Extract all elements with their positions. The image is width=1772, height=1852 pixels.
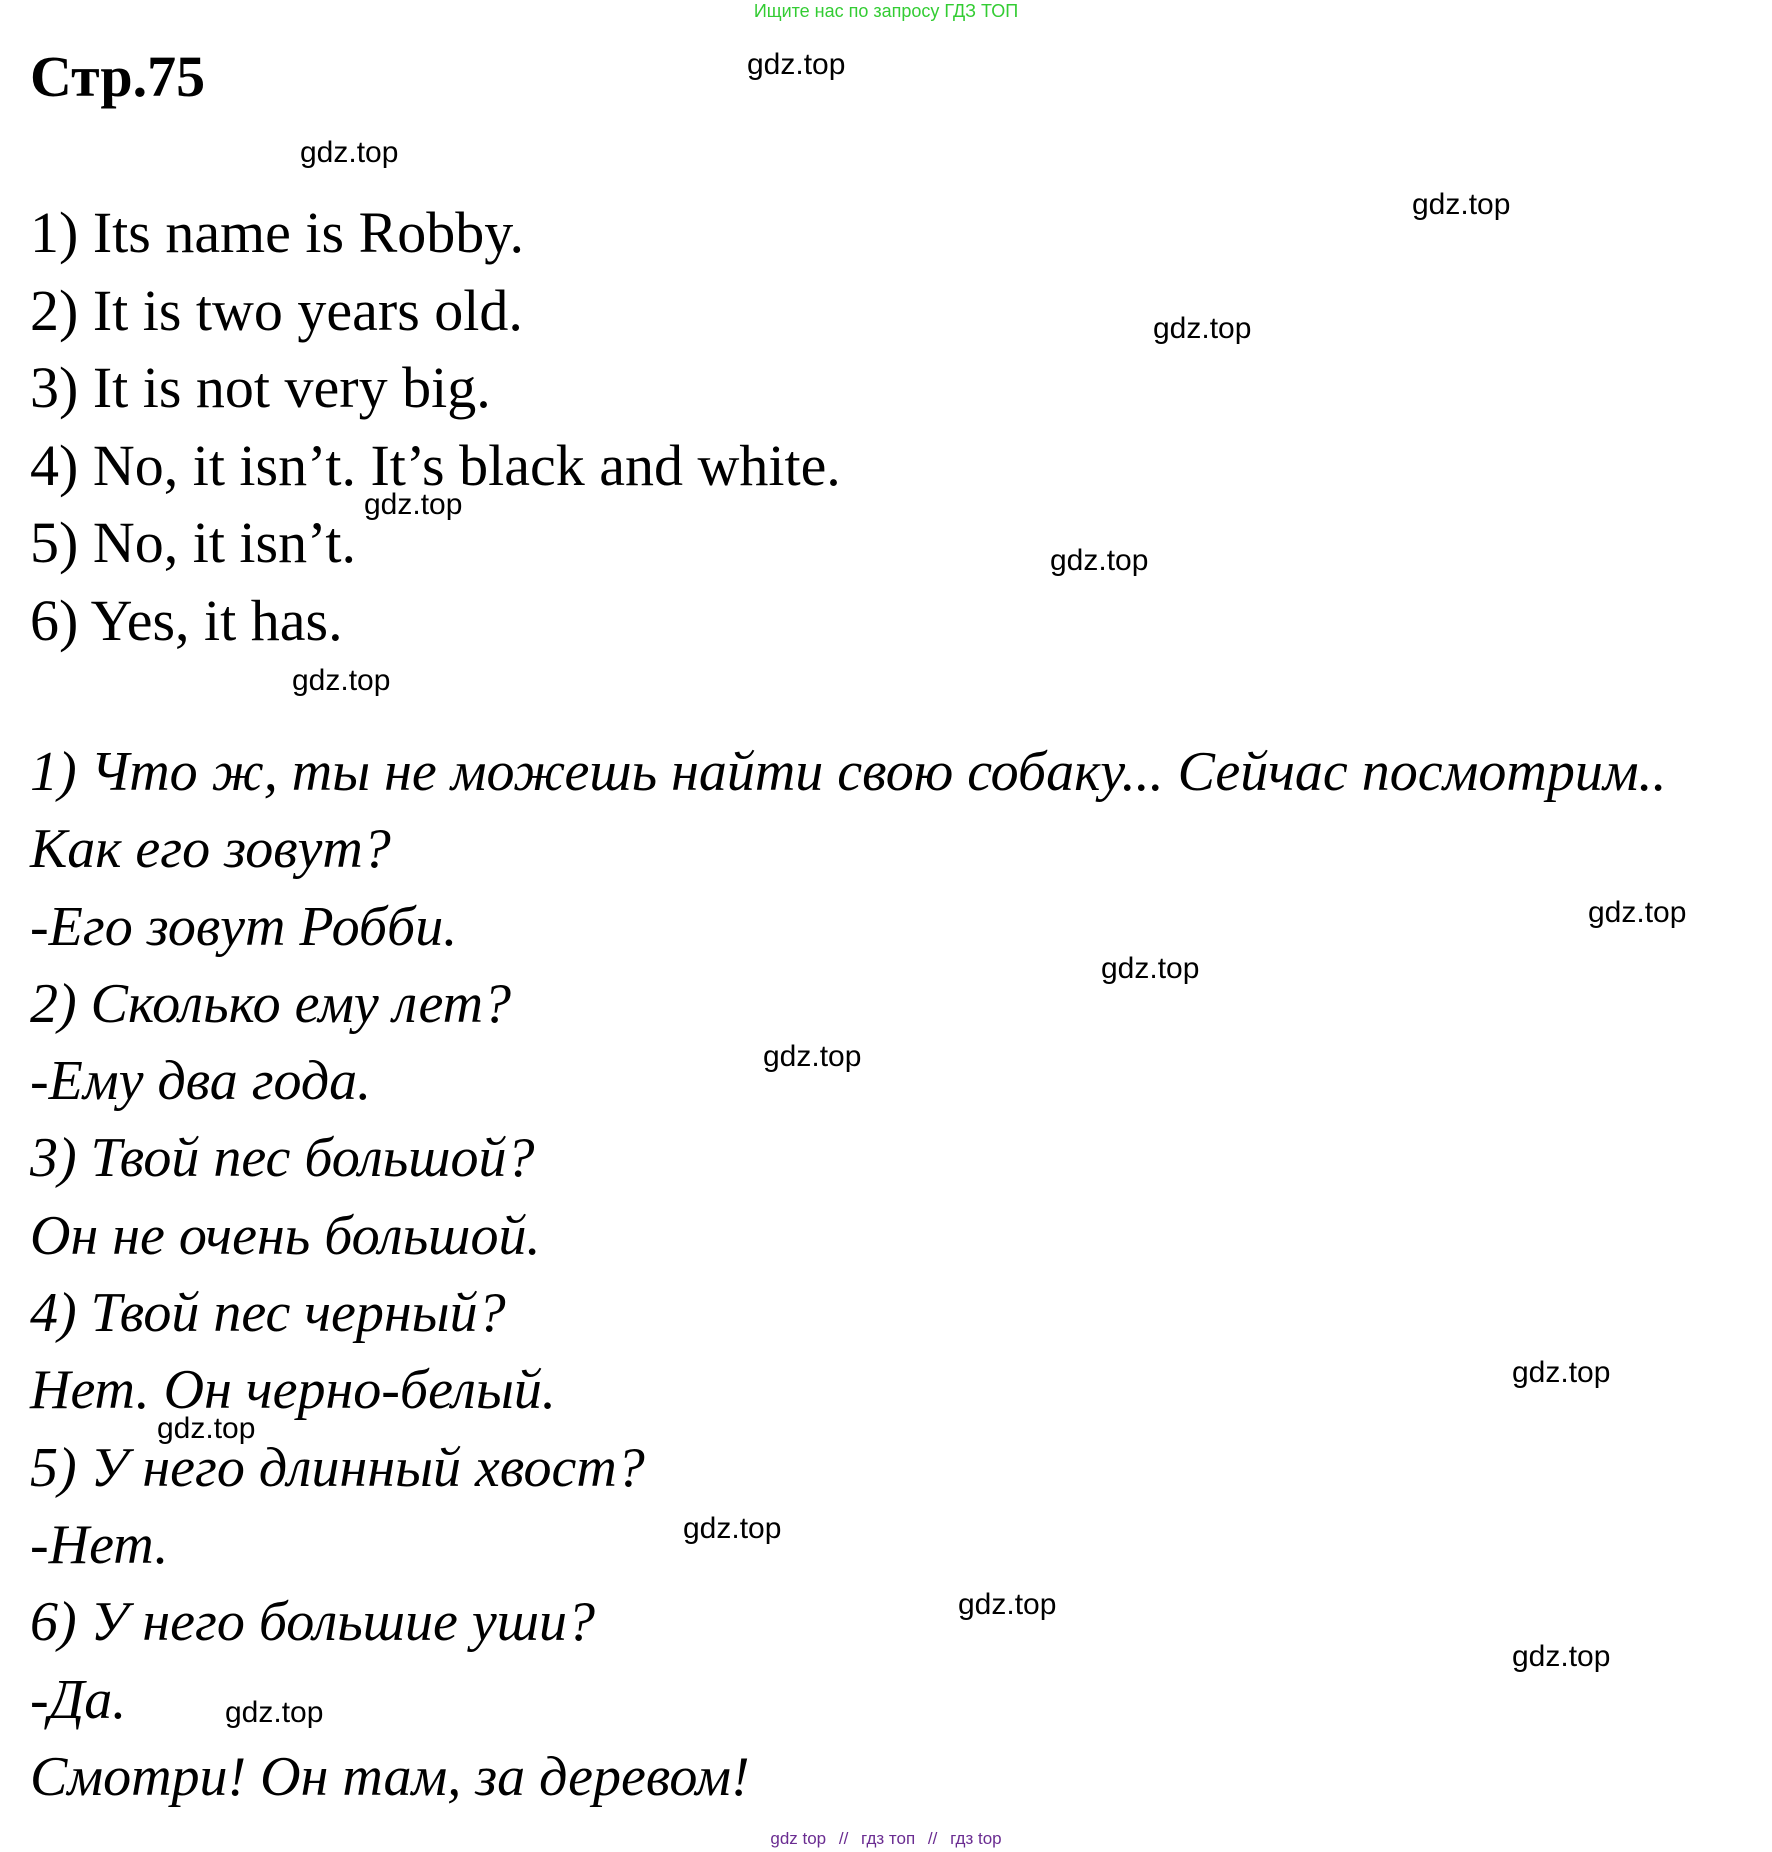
answer-item: 6) Yes, it has. (30, 587, 343, 653)
translation-line: -Ему два года. (30, 1050, 372, 1113)
watermark: gdz.top (1050, 544, 1149, 577)
watermark: gdz.top (364, 488, 463, 521)
answer-item: 4) No, it isn’t. It’s black and white. (30, 432, 841, 498)
translation-line: -Да. (30, 1668, 127, 1731)
translation-line: 1) Что ж, ты не можешь найти свою собаку... Сейчас посмотрим.. (30, 741, 1667, 803)
watermark: gdz.top (1588, 896, 1687, 929)
watermark: gdz.top (763, 1040, 862, 1073)
answer-item: 3) It is not very big. (30, 355, 491, 420)
translation-line: -Нет. (30, 1513, 169, 1576)
watermark: gdz.top (300, 136, 399, 169)
answers-list (30, 194, 841, 659)
translation-line: 4) Твой пес черный? (30, 1282, 506, 1345)
answer-item: 2) It is two years old. (30, 277, 523, 343)
page-title: Стр.75 (30, 44, 206, 109)
translation-line: 5) У него длинный хвост? (30, 1436, 645, 1499)
translation-list (30, 734, 1667, 1816)
watermark: gdz.top (1101, 952, 1200, 985)
watermark: gdz.top (1512, 1640, 1611, 1673)
footer-item: gdz top (770, 1829, 827, 1848)
answer-item: 1) Its name is Robby. (30, 200, 525, 265)
footer-item: гдз top (950, 1829, 1002, 1848)
watermark: gdz.top (157, 1412, 256, 1445)
top-banner (0, 0, 1772, 22)
watermark: gdz.top (292, 664, 391, 697)
translation-line: Как его зовут? (30, 818, 391, 881)
footer-separator: // (927, 1829, 938, 1848)
watermark: gdz.top (747, 48, 846, 81)
watermark: gdz.top (1412, 188, 1511, 221)
footer-separator: // (838, 1829, 849, 1848)
translation-line: 3) Твой пес большой? (30, 1127, 535, 1190)
watermark: gdz.top (958, 1588, 1057, 1621)
watermark: gdz.top (683, 1512, 782, 1545)
footer (0, 1828, 1772, 1850)
translation-line: Нет. Он черно-белый. (30, 1359, 556, 1422)
watermark: gdz.top (225, 1696, 324, 1729)
top-banner-text: Ищите нас по запросу ГДЗ ТОП (753, 1, 1019, 21)
translation-line: -Его зовут Робби. (30, 895, 458, 958)
watermark: gdz.top (1512, 1356, 1611, 1389)
footer-item: гдз топ (861, 1829, 916, 1848)
translation-line: Он не очень большой. (30, 1204, 541, 1267)
answer-item: 5) No, it isn’t. (30, 510, 356, 575)
translation-line: Смотри! Он там, за деревом! (30, 1745, 750, 1808)
translation-line: 2) Сколько ему лет? (30, 972, 512, 1035)
watermark: gdz.top (1153, 312, 1252, 345)
translation-line: 6) У него большие уши? (30, 1591, 596, 1654)
